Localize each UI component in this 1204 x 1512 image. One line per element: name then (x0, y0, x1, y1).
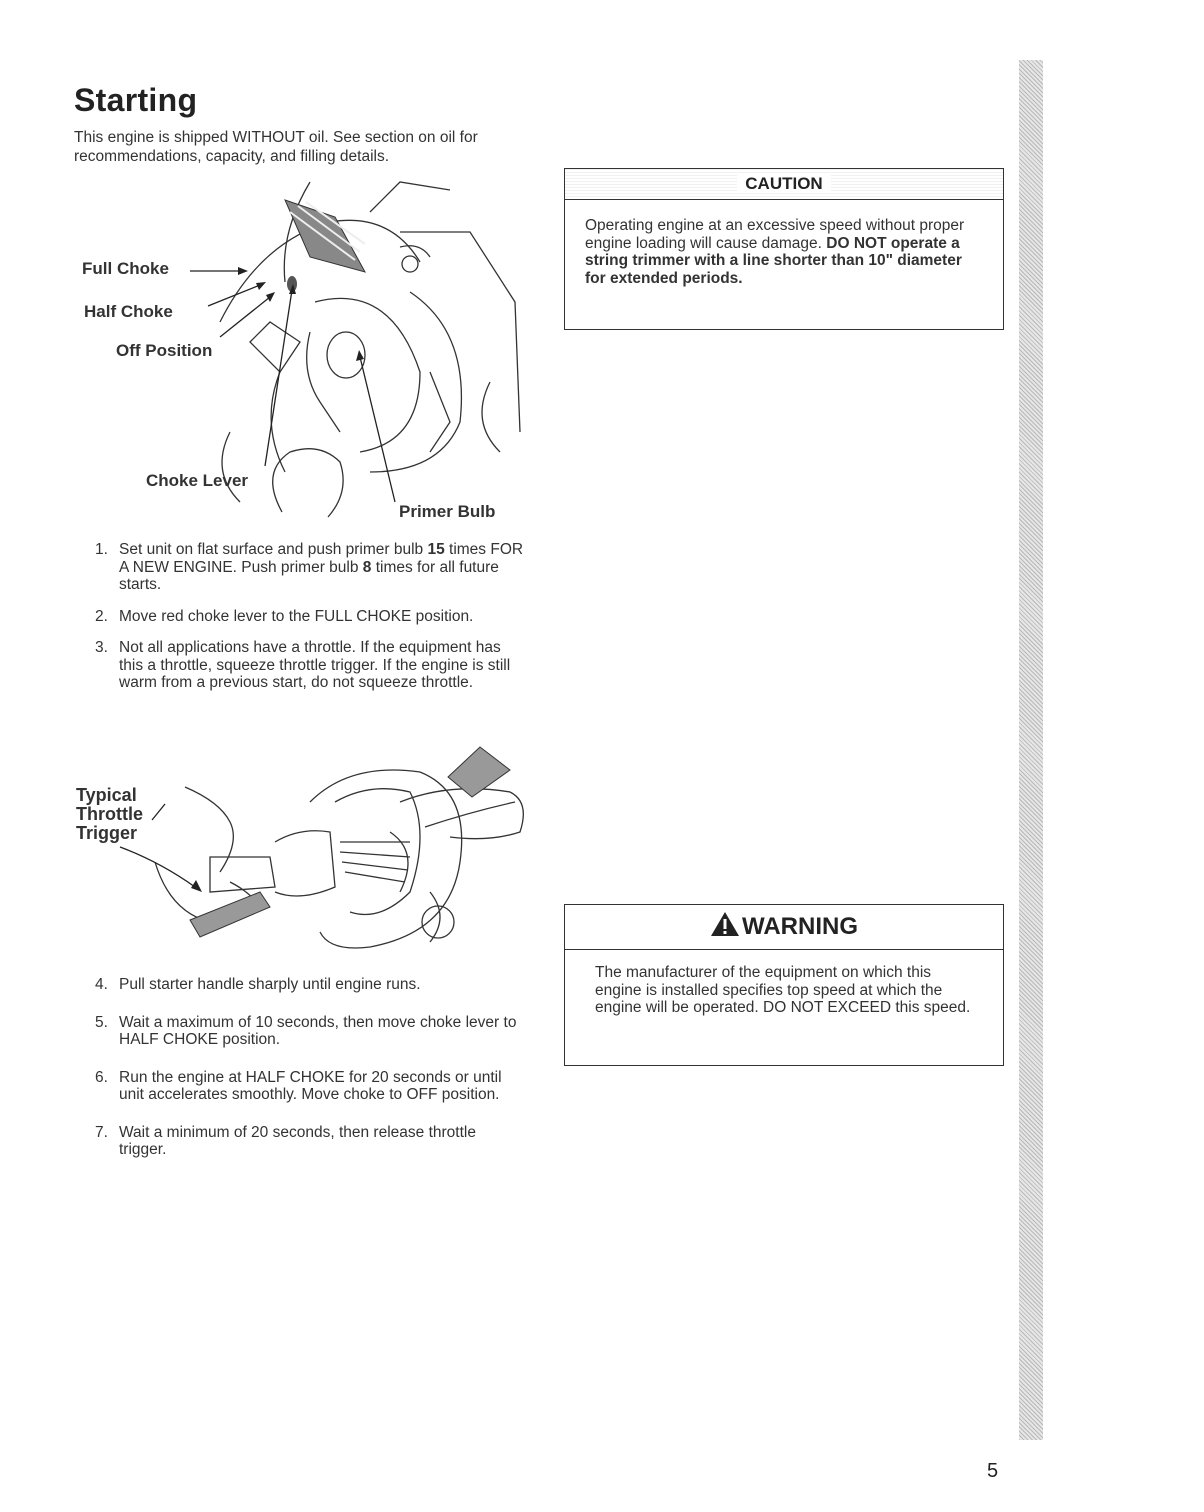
caution-heading: CAUTION (737, 174, 830, 193)
intro-text: This engine is shipped WITHOUT oil. See section on oil for recommendations, capacity, and filling details. (74, 129, 478, 165)
side-stripe-bar (1019, 60, 1043, 1440)
label-full-choke: Full Choke (82, 259, 169, 278)
list-item: 2. Move red choke lever to the FULL CHOKE position. (95, 607, 474, 625)
label-choke-lever: Choke Lever (146, 471, 249, 490)
list-item: 6. Run the engine at HALF CHOKE for 20 seconds or until unit accelerates smoothly. Move choke to OFF position. (95, 1068, 502, 1103)
trigger-arrowhead (191, 880, 202, 892)
warning-text: The manufacturer of the equipment on which this engine is installed specifies top speed at which the engine will be operated. DO NOT EXCEED this speed. (595, 964, 971, 1016)
caution-header (565, 169, 1003, 200)
list-item: 7. Wait a minimum of 20 seconds, then release throttle trigger. (95, 1123, 476, 1158)
label-off-position: Off Position (116, 341, 213, 360)
label-primer-bulb: Primer Bulb (399, 502, 496, 521)
warning-triangle-icon (710, 908, 740, 952)
caution-body (565, 200, 1003, 301)
warning-heading: WARNING (742, 913, 858, 940)
caution-text: Operating engine at an excessive speed without proper engine loading will cause damage. (585, 217, 965, 252)
list-item: 4. Pull starter handle sharply until engine runs. (95, 976, 421, 993)
label-trigger: Trigger (76, 823, 138, 843)
list-item: 3. Not all applications have a throttle. If the equipment has this a throttle, squeeze throttle trigger. If the engine is still warm from a previous start, do not squeeze throttle. (95, 639, 511, 691)
label-half-choke: Half Choke (84, 302, 173, 321)
steps-list-a (95, 541, 525, 706)
label-typical: Typical (76, 785, 137, 805)
label-throttle: Throttle (76, 804, 143, 824)
warning-header (565, 905, 1003, 950)
page-number: 5 (987, 1460, 999, 1482)
throttle-illustration (70, 742, 530, 960)
list-item: 5. Wait a maximum of 10 seconds, then move choke lever to HALF CHOKE position. (95, 1013, 517, 1048)
callout-arrowheads (238, 267, 364, 361)
caution-bold-text: DO NOT operate a string trimmer with a line shorter than 10" diameter for extended periods. (585, 234, 962, 287)
list-item: 1. Set unit on flat surface and push primer bulb 15 times FOR A NEW ENGINE. Push primer bulb 8 times for all future starts. (95, 541, 524, 593)
steps-list-b (95, 976, 525, 1173)
throttle-trigger-drawing (70, 742, 530, 960)
choke-illustration (70, 172, 530, 527)
warning-body (565, 950, 1003, 1031)
warning-box (564, 904, 1004, 1066)
page-title: Starting (74, 82, 198, 118)
caution-box (564, 168, 1004, 330)
choke-lever-detail-icon (285, 200, 365, 292)
callout-leader-lines (190, 271, 395, 502)
